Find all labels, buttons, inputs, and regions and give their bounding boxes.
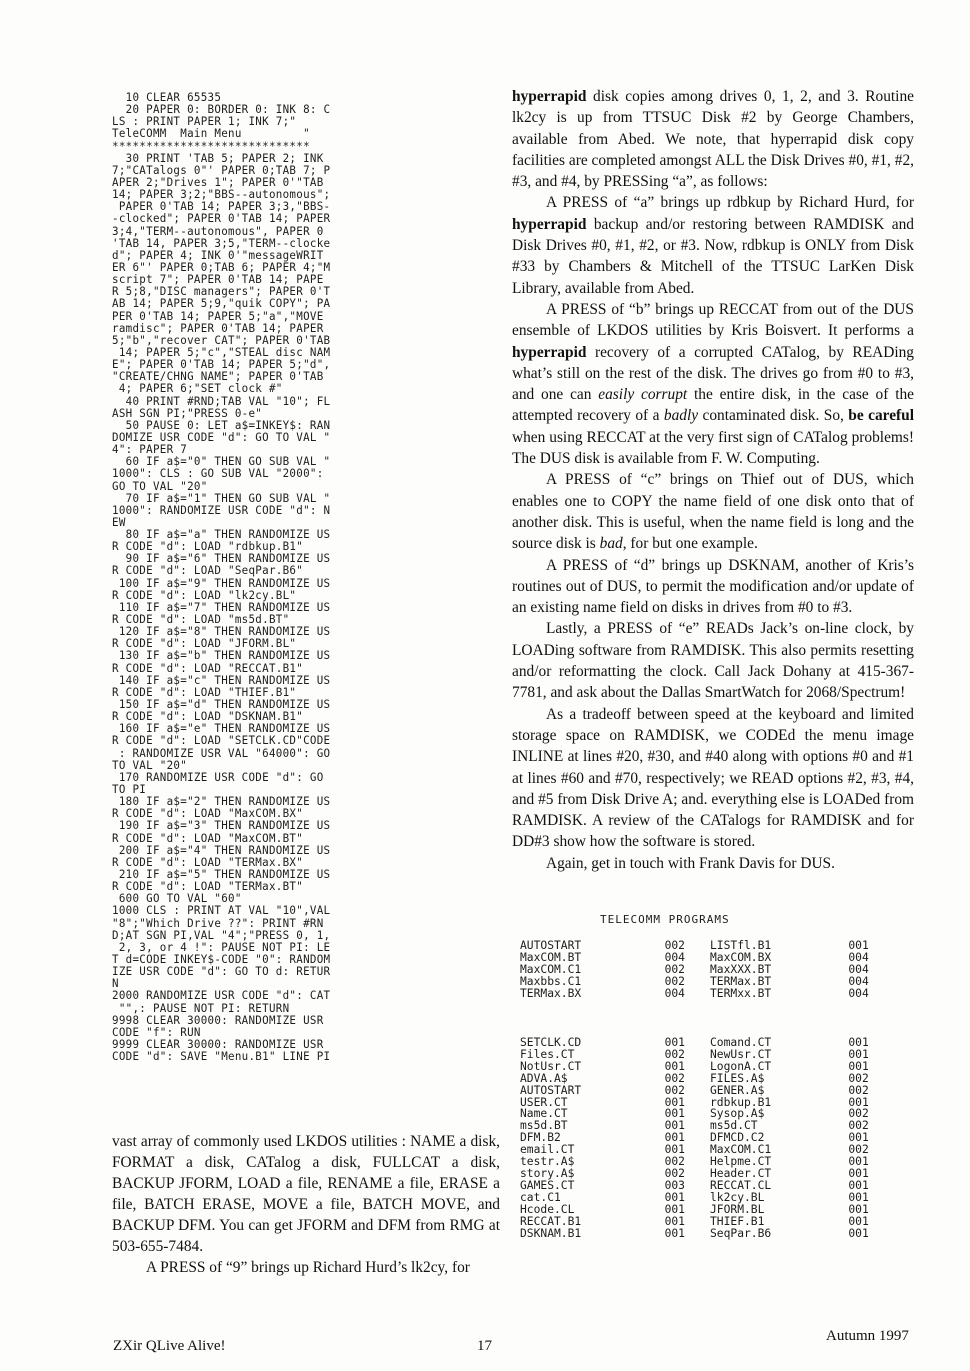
program-size: 001: [848, 1036, 869, 1049]
press-9-paragraph: A PRESS of “9” brings up Richard Hurd’s lk2cy, for: [146, 1259, 470, 1276]
listing-line: 14; PAPER 5;"c","STEAL disc NAM: [112, 346, 331, 359]
program-filename: Sysop.A$: [709, 1107, 765, 1121]
program-size: 002: [664, 1071, 685, 1085]
program-filename: Files.CT: [520, 1047, 575, 1061]
listing-line: 100 IF a$="9" THEN RANDOMIZE US: [112, 577, 331, 590]
program-filename: cat.C1: [520, 1190, 561, 1204]
program-size: 003: [664, 1178, 685, 1192]
program-filename: testr.A$: [520, 1155, 575, 1169]
program-filename: NewUsr.CT: [709, 1047, 772, 1061]
program-size: 002: [664, 1047, 685, 1061]
listing-line: R CODE "d": LOAD "lk2cy.BL": [112, 589, 297, 602]
program-size: 004: [664, 950, 685, 964]
program-filename: ms5d.BT: [520, 1119, 568, 1133]
listing-line: R CODE "d": LOAD "RECCAT.B1": [112, 662, 304, 675]
program-filename: TERMax.BT: [709, 974, 772, 988]
listing-line: 210 IF a$="5" THEN RANDOMIZE US: [112, 869, 331, 881]
program-size: 001: [848, 1166, 869, 1180]
program-size: 002: [848, 1119, 869, 1133]
intro-paragraph: hyperrapid disk copies among drives 0, 1, 2, and 3. Routine lk2cy is up from TTSUC Disk #2 by George Chambers, available from Abed. We note, that hyperrapid disk copy facilities are completed amongst ALL the Disk Drives #0, #1, #2, #3, and #4, by PRESSing “a”, as follows:: [512, 88, 914, 191]
dus-contact-paragraph: Again, get in touch with Frank Davis for DUS.: [546, 854, 835, 872]
program-row: [520, 1061, 900, 1073]
program-size: 001: [848, 1155, 869, 1169]
listing-line: R CODE "d": LOAD "SETCLK.CD"CODE: [112, 735, 331, 748]
listing-line: 70 IF a$="1" THEN GO SUB VAL ": [112, 492, 331, 505]
program-size: 002: [848, 1107, 869, 1121]
program-size: 004: [664, 986, 685, 1000]
listing-line: 'TAB 14, PAPER 3;5,"TERM--clocke: [112, 237, 331, 250]
programs-title: TELECOMM PROGRAMS: [600, 913, 730, 926]
program-filename: AUTOSTART: [520, 1083, 582, 1097]
listing-line: R CODE "d": LOAD "TERMax.BT": [112, 881, 304, 894]
program-filename: JFORM.BL: [709, 1202, 765, 1216]
press-e-paragraph: Lastly, a PRESS of “e” READs Jack’s on-line clock, by LOADing software from RAMDISK. This also permits resetting and/or reformatting the clock. Call Jack Dohany at 415-367-7781, and ask about the Dallas SmartWatch for 2068/Spectrum!: [512, 620, 914, 702]
program-row: [520, 1228, 900, 1240]
program-size: 001: [664, 1214, 685, 1228]
listing-line: CODE "d": SAVE "Menu.B1" LINE PI: [112, 1051, 331, 1064]
program-filename: GAMES.CT: [520, 1178, 575, 1192]
listing-line: 160 IF a$="e" THEN RANDOMIZE US: [112, 723, 331, 736]
listing-line: AB 14; PAPER 5;9,"quik COPY"; PA: [112, 298, 331, 311]
listing-line: PER 0'TAB 14; PAPER 5;"a","MOVE: [112, 310, 324, 323]
press-d-paragraph: A PRESS of “d” brings up DSKNAM, another of Kris’s routines out of DUS, to permit the modification and/or update of an existing name field on disks in drives from #0 to #3.: [512, 556, 914, 617]
program-filename: RECCAT.CL: [709, 1178, 772, 1192]
listing-line: DOMIZE USR CODE "d": GO TO VAL ": [112, 431, 331, 444]
listing-line: 10 CLEAR 65535: [112, 92, 222, 104]
program-size: 002: [664, 1166, 685, 1180]
program-size: 002: [848, 1143, 869, 1157]
listing-line: 14; PAPER 3;2;"BBS--autonomous";: [112, 189, 331, 202]
program-size: 001: [664, 1202, 685, 1216]
program-filename: Comand.CT: [709, 1036, 772, 1049]
program-filename: SeqPar.B6: [709, 1226, 772, 1240]
listing-line: 2000 RANDOMIZE USR CODE "d": CAT: [112, 990, 331, 1003]
program-filename: Hcode.CL: [520, 1202, 575, 1216]
program-filename: story.A$: [520, 1166, 575, 1180]
listing-line: 180 IF a$="2" THEN RANDOMIZE US: [112, 796, 331, 809]
listing-line: 2, 3, or 4 !": PAUSE NOT PI: LE: [112, 941, 331, 954]
program-size: 001: [664, 1119, 685, 1133]
program-filename: DFM.B2: [520, 1131, 561, 1145]
program-filename: email.CT: [520, 1143, 575, 1157]
listing-line: "CREATE/CHNG NAME"; PAPER 0'TAB: [112, 371, 324, 384]
listing-line: *****************************: [112, 140, 310, 153]
program-size: 002: [848, 1071, 869, 1085]
program-filename: lk2cy.BL: [709, 1190, 765, 1204]
program-filename: SETCLK.CD: [520, 1036, 582, 1049]
program-size: 001: [664, 1143, 685, 1157]
program-filename: FILES.A$: [709, 1071, 765, 1085]
program-row: [520, 1216, 900, 1228]
program-row: [520, 1192, 900, 1204]
listing-line: d"; PAPER 4; INK 0'"messageWRIT: [112, 249, 324, 262]
listing-line: ramdisc"; PAPER 0'TAB 14; PAPER: [112, 322, 324, 335]
listing-line: R CODE "d": LOAD "MaxCOM.BX": [112, 808, 304, 821]
program-size: 001: [664, 1131, 685, 1145]
program-filename: Maxbbs.C1: [520, 974, 582, 988]
program-size: 004: [848, 950, 869, 964]
program-size: 001: [664, 1059, 685, 1073]
listing-line: 80 IF a$="a" THEN RANDOMIZE US: [112, 529, 331, 542]
listing-line: R 5;8,"DISC managers"; PAPER 0'T: [112, 286, 331, 299]
listing-line: 3;4,"TERM--autonomous", PAPER 0: [112, 225, 324, 238]
program-filename: AUTOSTART: [520, 939, 582, 952]
listing-line: R CODE "d": LOAD "MaxCOM.BT": [112, 832, 304, 845]
listing-line: TO VAL "20": [112, 759, 188, 772]
listing-line: 140 IF a$="c" THEN RANDOMIZE US: [112, 674, 331, 687]
listing-line: 600 GO TO VAL "60": [112, 893, 242, 906]
programs-table-dd3: [520, 1037, 900, 1239]
program-size: 001: [848, 1190, 869, 1204]
listing-line: 5;"b","recover CAT"; PAPER 0'TAB: [112, 334, 331, 347]
program-filename: MaxCOM.C1: [520, 962, 582, 976]
program-size: 001: [848, 1226, 869, 1240]
program-size: 002: [848, 1083, 869, 1097]
program-filename: DSKNAM.B1: [520, 1226, 582, 1240]
listing-line: 7;"CATalogs 0"' PAPER 0;TAB 7; P: [112, 164, 331, 177]
listing-line: -clocked"; PAPER 0'TAB 14; PAPER: [112, 213, 331, 226]
program-row: [520, 976, 900, 988]
program-size: 004: [848, 962, 869, 976]
program-filename: DFMCD.C2: [709, 1131, 765, 1145]
program-filename: THIEF.B1: [709, 1214, 765, 1228]
program-row: [520, 964, 900, 976]
footer-issue-date: Autumn 1997: [826, 1328, 909, 1344]
press-c-paragraph: A PRESS of “c” brings on Thief out of DUS, which enables one to COPY the name field of one disk onto that of another disk. This is useful, when the name field is long and the source disk is bad, for but one example.: [512, 471, 914, 553]
utilities-paragraph: vast array of commonly used LKDOS utilities : NAME a disk, FORMAT a disk, CATalog a disk, FULLCAT a disk, BACKUP JFORM, LOAD a file, RENAME a file, ERASE a file, BATCH ERASE, MOVE a file, BATCH MOVE, and BACKUP DFM. You can get JFORM and DFM from RMG at 503-655-7484.: [112, 1133, 500, 1255]
program-row: [520, 1073, 900, 1085]
program-size: 001: [664, 1226, 685, 1240]
right-column-text: [512, 86, 914, 874]
program-size: 001: [848, 939, 869, 952]
listing-line: script 7"; PAPER 0'TAB 14; PAPE: [112, 274, 324, 287]
listing-line: 1000": CLS : GO SUB VAL "2000":: [112, 468, 324, 481]
listing-line: PAPER 0'TAB 14; PAPER 3;3,"BBS-: [112, 201, 331, 214]
listing-line: R CODE "d": LOAD "DSKNAM.B1": [112, 711, 304, 724]
program-filename: TERMxx.BT: [709, 986, 772, 1000]
listing-line: ER 6"' PAPER 0;TAB 6; PAPER 4;"M: [112, 261, 331, 274]
listing-line: N: [112, 978, 119, 991]
listing-line: R CODE "d": LOAD "JFORM.BL": [112, 638, 297, 651]
program-size: 001: [848, 1131, 869, 1145]
listing-line: CODE "f": RUN: [112, 1026, 201, 1039]
program-filename: NotUsr.CT: [520, 1059, 582, 1073]
listing-line: TeleCOMM Main Menu ": [112, 128, 310, 141]
programs-table-ramdisk: [520, 940, 900, 1000]
program-row: [520, 988, 900, 1000]
listing-line: 190 IF a$="3" THEN RANDOMIZE US: [112, 820, 331, 833]
listing-line: E"; PAPER 0'TAB 14; PAPER 5;"d",: [112, 359, 331, 372]
listing-line: R CODE "d": LOAD "ms5d.BT": [112, 614, 290, 627]
listing-line: 1000 CLS : PRINT AT VAL "10",VAL: [112, 905, 331, 918]
listing-line: 200 IF a$="4" THEN RANDOMIZE US: [112, 844, 331, 857]
listing-line: 150 IF a$="d" THEN RANDOMIZE US: [112, 699, 331, 712]
program-filename: GENER.A$: [709, 1083, 765, 1097]
program-filename: MaxXXX.BT: [709, 962, 772, 976]
listing-line: R CODE "d": LOAD "SeqPar.B6": [112, 565, 304, 578]
program-filename: LISTfl.B1: [709, 939, 772, 952]
program-size: 002: [664, 974, 685, 988]
listing-line: 4": PAPER 7: [112, 444, 188, 457]
program-size: 001: [848, 1178, 869, 1192]
listing-line: EW: [112, 516, 126, 529]
left-column-text: [112, 1131, 500, 1278]
program-size: 004: [848, 974, 869, 988]
program-size: 001: [664, 1036, 685, 1049]
listing-line: 20 PAPER 0: BORDER 0: INK 8: C: [112, 104, 331, 117]
listing-line: 170 RANDOMIZE USR CODE "d": GO: [112, 771, 324, 784]
program-filename: MaxCOM.BX: [709, 950, 772, 964]
program-filename: Header.CT: [709, 1166, 772, 1180]
listing-line: R CODE "d": LOAD "THIEF.B1": [112, 686, 297, 699]
listing-line: R CODE "d": LOAD "rdbkup.B1": [112, 541, 304, 554]
listing-line: T d=CODE INKEY$-CODE "0": RANDOM: [112, 953, 331, 966]
program-size: 001: [848, 1202, 869, 1216]
listing-line: GO TO VAL "20": [112, 480, 208, 493]
program-filename: ADVA.A$: [520, 1071, 568, 1085]
listing-line: IZE USR CODE "d": GO TO d: RETUR: [112, 966, 331, 979]
listing-line: "",: PAUSE NOT PI: RETURN: [112, 1002, 290, 1015]
program-size: 001: [848, 1095, 869, 1109]
listing-line: TO PI: [112, 784, 147, 797]
program-size: 004: [848, 986, 869, 1000]
program-size: 001: [664, 1095, 685, 1109]
listing-line: 50 PAUSE 0: LET a$=INKEY$: RAN: [112, 419, 331, 432]
tradeoff-paragraph: As a tradeoff between speed at the keyboard and limited storage space on RAMDISK, we CODEd the menu image INLINE at lines #20, #30, and #40 along with options #0 and #1 at lines #60 and #70, respectively; we READ options #2, #3, #4, and #5 from Disk Drive A; and. everything else is LOADed from RAMDISK. A review of the CATalogs for RAMDISK and for DD#3 show how the software is stored.: [512, 705, 914, 851]
listing-line: 120 IF a$="8" THEN RANDOMIZE US: [112, 626, 331, 639]
listing-line: ASH SGN PI;"PRESS 0-e": [112, 407, 263, 420]
program-row: [520, 1204, 900, 1216]
listing-line: 110 IF a$="7" THEN RANDOMIZE US: [112, 601, 331, 614]
listing-line: D;AT SGN PI,VAL "4";"PRESS 0, 1,: [112, 929, 331, 942]
program-filename: MaxCOM.BT: [520, 950, 582, 964]
program-row: [520, 1180, 900, 1192]
listing-line: R CODE "d": LOAD "TERMax.BX": [112, 856, 304, 869]
program-filename: Name.CT: [520, 1107, 568, 1121]
listing-line: 40 PRINT #RND;TAB VAL "10"; FL: [112, 395, 331, 408]
program-filename: USER.CT: [520, 1095, 568, 1109]
program-size: 002: [664, 1083, 685, 1097]
listing-line: 30 PRINT 'TAB 5; PAPER 2; INK: [112, 152, 324, 165]
listing-line: LS : PRINT PAPER 1; INK 7;": [112, 116, 297, 129]
listing-line: 130 IF a$="b" THEN RANDOMIZE US: [112, 650, 331, 663]
program-filename: rdbkup.B1: [709, 1095, 772, 1109]
program-row: [520, 1085, 900, 1097]
listing-line: APER 2;"Drives 1"; PAPER 0'"TAB: [112, 176, 324, 189]
program-size: 001: [664, 1190, 685, 1204]
press-b-paragraph: A PRESS of “b” brings up RECCAT from out of the DUS ensemble of LKDOS utilities by Kris Boisvert. It performs a hyperrapid recovery of a corrupted CATalog, by READing what’s still on the rest of the disk. The drives go from #0 to #3, and one can easily corrupt the entire disk, in the case of the attempted recovery of a badly contaminated disk. So, be careful when using RECCAT at the very first sign of CATalog problems! The DUS disk is available from F. W. Computing.: [512, 300, 914, 468]
listing-line: 1000": RANDOMIZE USR CODE "d": N: [112, 504, 331, 517]
program-filename: ms5d.CT: [709, 1119, 758, 1133]
listing-line: 9999 CLEAR 30000: RANDOMIZE USR: [112, 1038, 324, 1051]
listing-line: 90 IF a$="6" THEN RANDOMIZE US: [112, 553, 331, 566]
program-size: 001: [848, 1059, 869, 1073]
program-filename: Helpme.CT: [709, 1155, 772, 1169]
program-filename: LogonA.CT: [709, 1059, 772, 1073]
footer-page-number: 17: [477, 1338, 492, 1354]
program-filename: MaxCOM.C1: [709, 1143, 772, 1157]
program-size: 001: [664, 1107, 685, 1121]
listing-line: 9998 CLEAR 30000: RANDOMIZE USR: [112, 1014, 324, 1027]
footer-publication: ZXir QLive Alive!: [113, 1338, 226, 1354]
program-size: 001: [848, 1047, 869, 1061]
program-size: 002: [664, 939, 685, 952]
program-size: 002: [664, 962, 685, 976]
program-size: 002: [664, 1155, 685, 1169]
listing-line: 4; PAPER 6;"SET clock #": [112, 383, 283, 396]
listing-line: 60 IF a$="0" THEN GO SUB VAL ": [112, 456, 331, 469]
listing-line: : RANDOMIZE USR VAL "64000": GO: [112, 747, 331, 760]
basic-program-listing: [112, 92, 485, 1063]
program-filename: RECCAT.B1: [520, 1214, 582, 1228]
program-size: 001: [848, 1214, 869, 1228]
press-a-paragraph: A PRESS of “a” brings up rdbkup by Richard Hurd, for hyperrapid backup and/or restoring between RAMDISK and Disk Drives #0, #1, #2, or #3. Now, rdbkup is ONLY from Disk #33 by Chambers & Mitchell of the TTSUC LarKen Disk Library, available from Abed.: [512, 194, 914, 297]
program-filename: TERMax.BX: [520, 986, 582, 1000]
listing-line: "8";"Which Drive ??": PRINT #RN: [112, 917, 324, 930]
